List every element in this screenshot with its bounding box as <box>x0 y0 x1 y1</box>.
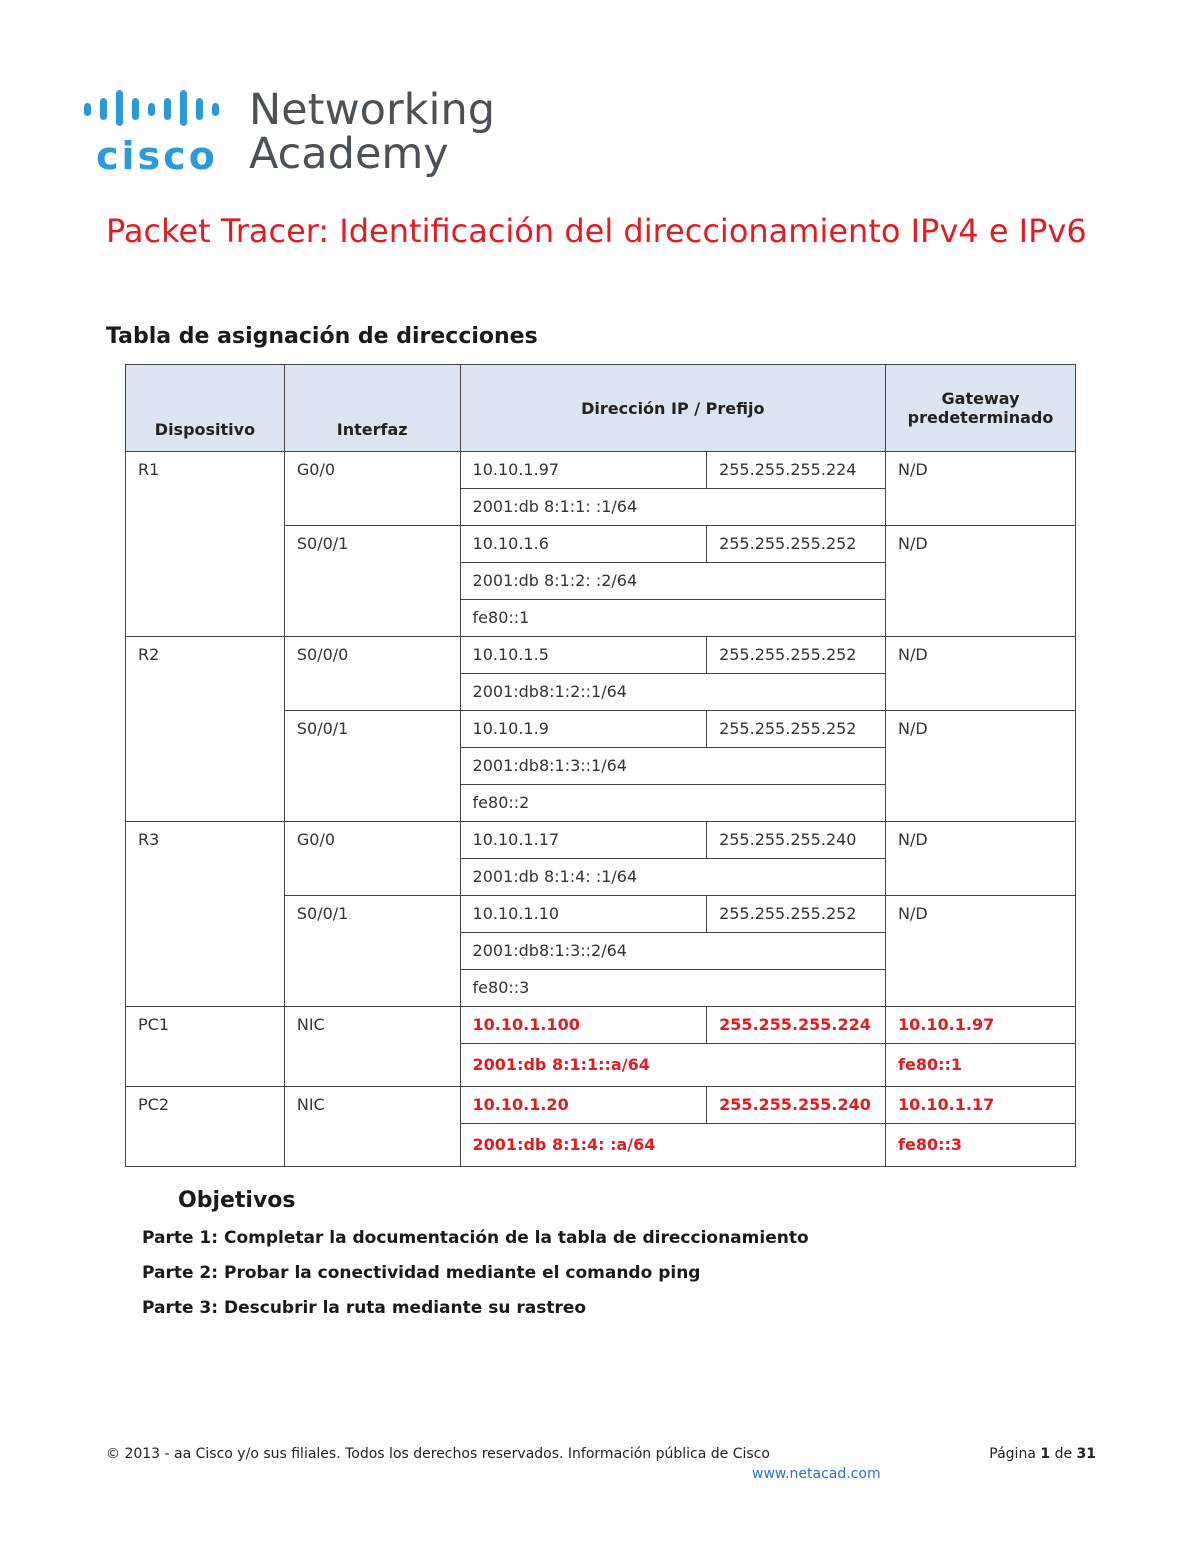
cell-mask: 255.255.255.252 <box>707 637 886 674</box>
cell-ip: 10.10.1.17 <box>460 822 707 859</box>
cell-ip: 10.10.1.10 <box>460 896 707 933</box>
cell-ipv6-answer: 2001:db 8:1:4: :a/64 <box>460 1124 886 1167</box>
cell-ipv6: 2001:db 8:1:1: :1/64 <box>460 489 886 526</box>
cell-gateway-answer: 10.10.1.17 <box>886 1087 1076 1124</box>
table-heading: Tabla de asignación de direcciones <box>106 324 538 349</box>
cell-ipv6-answer: 2001:db 8:1:1::a/64 <box>460 1044 886 1087</box>
table-row <box>126 1087 1076 1124</box>
cell-gateway: N/D <box>886 526 1076 637</box>
cell-mask-answer: 255.255.255.240 <box>707 1087 886 1124</box>
cell-link-local: fe80::2 <box>460 785 886 822</box>
networking-academy-wordmark <box>249 85 496 179</box>
table-header-row <box>126 365 1076 452</box>
addressing-table <box>125 364 1076 1167</box>
header-interface: Interfaz <box>284 365 460 452</box>
cell-gateway: N/D <box>886 711 1076 822</box>
cell-mask-answer: 255.255.255.224 <box>707 1007 886 1044</box>
page-total: 31 <box>1076 1446 1096 1462</box>
cell-ip: 10.10.1.9 <box>460 711 707 748</box>
cell-interface: S0/0/1 <box>284 526 460 637</box>
cell-link-local: fe80::3 <box>460 970 886 1007</box>
cell-interface: G0/0 <box>284 822 460 896</box>
objective-part-3: Parte 3: Descubrir la ruta mediante su rastreo <box>142 1298 587 1318</box>
cell-device: R2 <box>126 637 285 822</box>
cell-mask: 255.255.255.252 <box>707 526 886 563</box>
cell-interface: NIC <box>284 1087 460 1167</box>
cell-ipv6: 2001:db8:1:3::2/64 <box>460 933 886 970</box>
cell-ipv6: 2001:db8:1:2::1/64 <box>460 674 886 711</box>
cell-ip-answer: 10.10.1.100 <box>460 1007 707 1044</box>
cell-ip: 10.10.1.97 <box>460 452 707 489</box>
objectives-heading: Objetivos <box>178 1188 296 1213</box>
cell-ip: 10.10.1.5 <box>460 637 707 674</box>
cell-gateway-answer: 10.10.1.97 <box>886 1007 1076 1044</box>
cell-gateway: N/D <box>886 896 1076 1007</box>
page-number <box>989 1446 1096 1462</box>
cell-gateway: N/D <box>886 822 1076 896</box>
cell-interface: S0/0/1 <box>284 711 460 822</box>
table-row <box>126 1007 1076 1044</box>
cell-gateway6-answer: fe80::1 <box>886 1044 1076 1087</box>
logo-line2: Academy <box>249 129 449 179</box>
cell-ip: 10.10.1.6 <box>460 526 707 563</box>
objectives-list <box>142 1228 809 1333</box>
copyright-text: © 2013 - aa Cisco y/o sus filiales. Todos los derechos reservados. Información pública de Cisco <box>106 1446 770 1462</box>
header-device: Dispositivo <box>126 365 285 452</box>
cell-interface: S0/0/0 <box>284 637 460 711</box>
cell-ipv6: 2001:db8:1:3::1/64 <box>460 748 886 785</box>
objective-part-1: Parte 1: Completar la documentación de la tabla de direccionamiento <box>142 1228 809 1248</box>
page-of: de <box>1054 1446 1073 1462</box>
page-footer <box>106 1446 1096 1482</box>
header-ip: Dirección IP / Prefijo <box>460 365 886 452</box>
cell-gateway: N/D <box>886 637 1076 711</box>
cell-ipv6: 2001:db 8:1:4: :1/64 <box>460 859 886 896</box>
cell-device: PC2 <box>126 1087 285 1167</box>
cisco-bars-icon <box>84 88 234 128</box>
cell-gateway6-answer: fe80::3 <box>886 1124 1076 1167</box>
cell-device: PC1 <box>126 1007 285 1087</box>
cell-device: R3 <box>126 822 285 1007</box>
header-gateway: Gateway predeterminado <box>886 365 1076 452</box>
cell-ipv6: 2001:db 8:1:2: :2/64 <box>460 563 886 600</box>
table-row <box>126 822 1076 859</box>
cell-interface: NIC <box>284 1007 460 1087</box>
cisco-wordmark: cisco <box>96 134 218 178</box>
cell-mask: 255.255.255.224 <box>707 452 886 489</box>
logo-line1: Networking <box>249 85 496 135</box>
cell-interface: S0/0/1 <box>284 896 460 1007</box>
cisco-networking-academy-logo <box>84 85 496 183</box>
cell-mask: 255.255.255.252 <box>707 711 886 748</box>
cell-ip-answer: 10.10.1.20 <box>460 1087 707 1124</box>
table-row <box>126 637 1076 674</box>
cell-device: R1 <box>126 452 285 637</box>
netacad-link[interactable]: www.netacad.com <box>752 1466 881 1482</box>
cell-interface: G0/0 <box>284 452 460 526</box>
cell-link-local: fe80::1 <box>460 600 886 637</box>
document-title: Packet Tracer: Identificación del direccionamiento IPv4 e IPv6 <box>106 212 1087 250</box>
cell-gateway: N/D <box>886 452 1076 526</box>
page-current: 1 <box>1040 1446 1051 1462</box>
cell-mask: 255.255.255.240 <box>707 822 886 859</box>
table-row <box>126 452 1076 489</box>
cell-mask: 255.255.255.252 <box>707 896 886 933</box>
page-label: Página <box>989 1446 1036 1462</box>
objective-part-2: Parte 2: Probar la conectividad mediante el comando ping <box>142 1263 701 1283</box>
